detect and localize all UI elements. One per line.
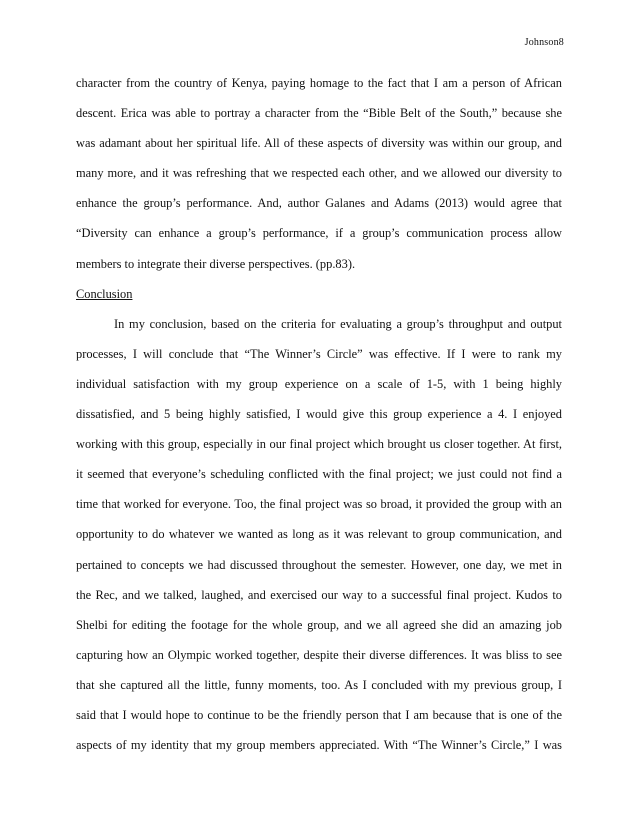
text-line: that she captured all the little, funny moments, too. As I concluded with my previous group, I	[76, 677, 562, 692]
text-line: Shelbi for editing the footage for the whole group, and we all agreed she did an amazing job	[76, 617, 562, 632]
text-line: capturing how an Olympic worked together, despite their diverse differences. It was bliss to see	[76, 647, 562, 662]
text-line: many more, and it was refreshing that we respected each other, and we allowed our diversity to	[76, 166, 562, 181]
text-line: working with this group, especially in our final project which brought us closer together. At first,	[76, 437, 562, 452]
running-header: Johnson8	[524, 37, 564, 48]
text-line: time that worked for everyone. Too, the final project was so broad, it provided the group with an	[76, 497, 562, 512]
section-heading-conclusion: Conclusion	[76, 286, 133, 301]
text-line: descent. Erica was able to portray a character from the “Bible Belt of the South,” because she	[76, 106, 562, 121]
text-line: dissatisfied, and 5 being highly satisfied, I would give this group experience a 4. I enjoyed	[76, 407, 562, 422]
text-line: was adamant about her spiritual life. All of these aspects of diversity was within our group, and	[76, 136, 562, 151]
text-line: opportunity to do whatever we wanted as long as it was relevant to group communication, and	[76, 527, 562, 542]
text-line: members to integrate their diverse perspectives. (pp.83).	[76, 256, 356, 271]
text-line: said that I would hope to continue to be the friendly person that I am because that is one of the	[76, 707, 562, 722]
text-line: “Diversity can enhance a group’s performance, if a group’s communication process allow	[76, 226, 562, 241]
text-line: individual satisfaction with my group experience on a scale of 1-5, with 1 being highly	[76, 376, 562, 391]
text-line: aspects of my identity that my group members appreciated. With “The Winner’s Circle,” I was	[76, 738, 562, 753]
text-line: it seemed that everyone’s scheduling conflicted with the final project; we just could not find a	[76, 467, 562, 482]
paragraph-diversity	[76, 68, 562, 279]
text-line: pertained to concepts we had discussed throughout the semester. However, one day, we met in	[76, 557, 562, 572]
body-text	[76, 68, 562, 760]
text-line: processes, I will conclude that “The Winner’s Circle” was effective. If I were to rank my	[76, 346, 562, 361]
paragraph-conclusion	[76, 309, 562, 760]
text-line: enhance the group’s performance. And, author Galanes and Adams (2013) would agree that	[76, 196, 562, 211]
text-line: character from the country of Kenya, paying homage to the fact that I am a person of African	[76, 76, 562, 90]
text-line: the Rec, and we talked, laughed, and exercised our way to a successful final project. Kudos to	[76, 587, 562, 602]
text-line: In my conclusion, based on the criteria for evaluating a group’s throughput and output	[114, 316, 562, 331]
